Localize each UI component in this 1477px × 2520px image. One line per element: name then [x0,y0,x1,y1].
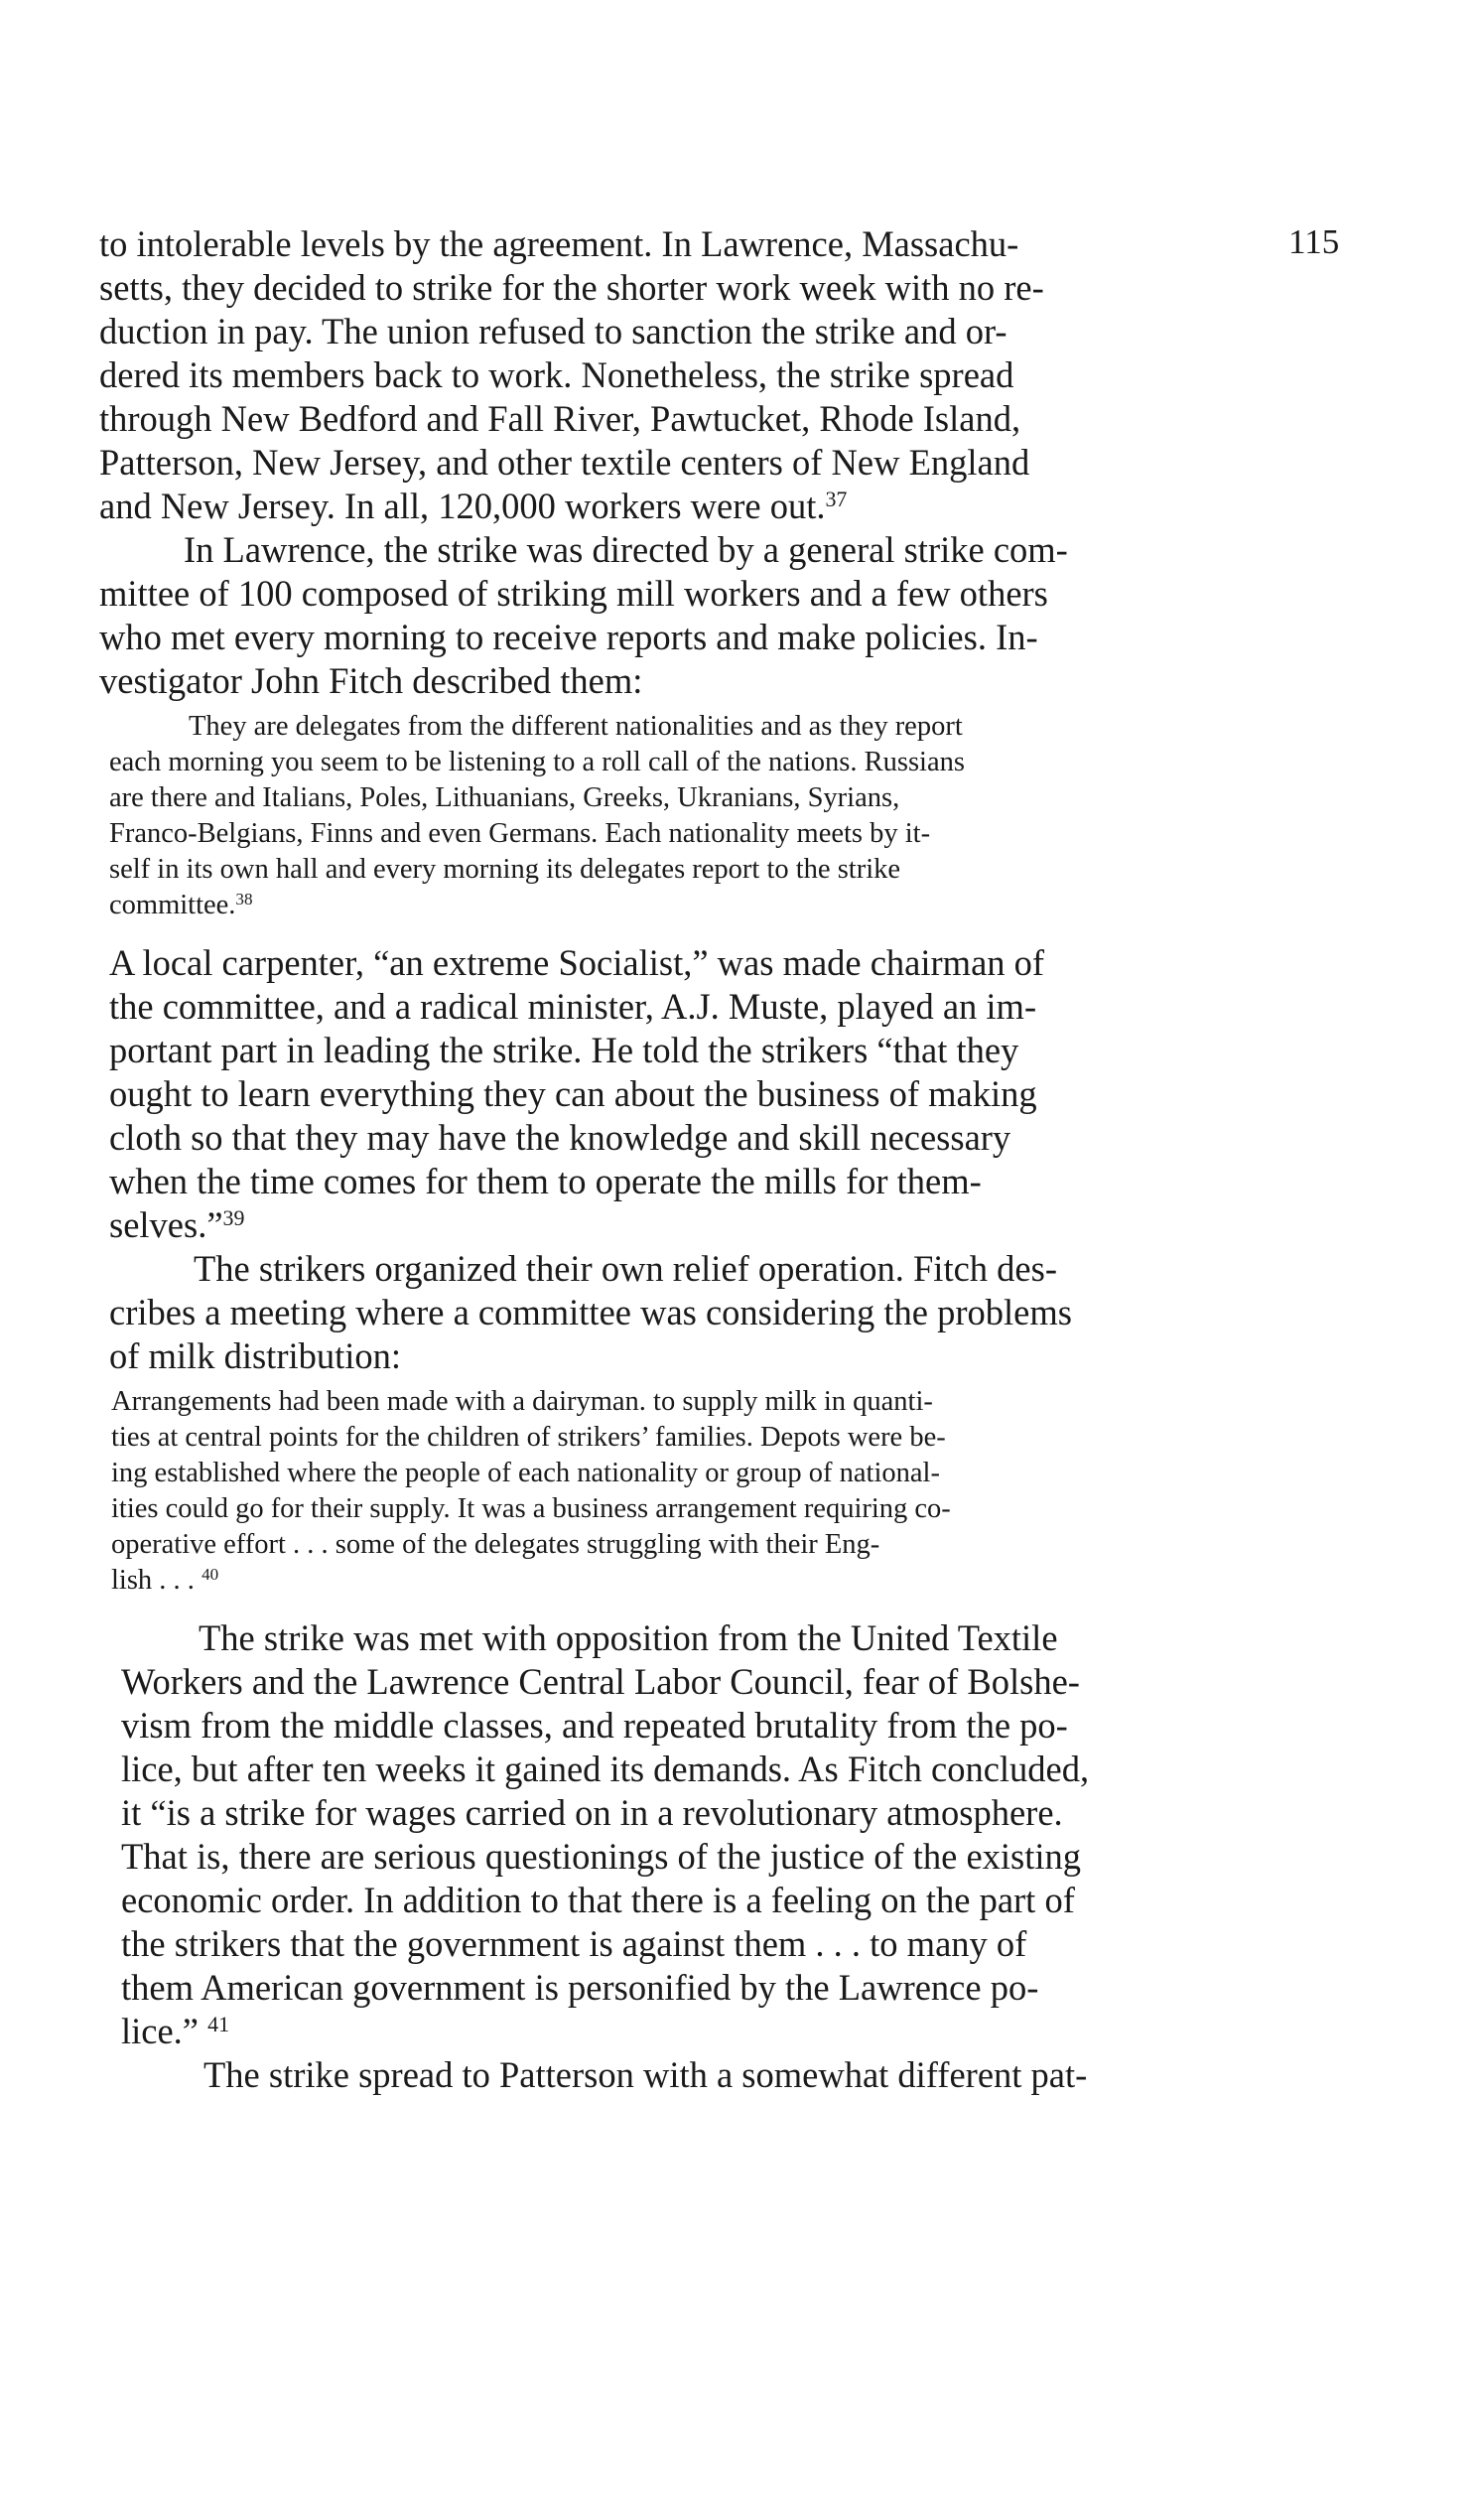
text-line: lice, but after ten weeks it gained its demands. As Fitch concluded, [121,1749,1090,1789]
text-line: cribes a meeting where a committee was considering the problems [109,1292,1072,1332]
quote-line: ties at central points for the children of strikers’ families. Depots were be- [111,1422,946,1453]
text-line: In Lawrence, the strike was directed by a general strike com- [184,529,1068,570]
text-line: The strike spread to Patterson with a somewhat different pat- [203,2054,1088,2095]
quote-line: Arrangements had been made with a dairyman. to supply milk in quanti- [111,1386,933,1417]
line-text: and New Jersey. In all, 120,000 workers were out. [99,486,826,526]
quote-line: operative effort . . . some of the delegates struggling with their Eng- [111,1529,880,1560]
text-line: duction in pay. The union refused to sanction the strike and or- [99,311,1007,351]
line-text: lice.” [121,2011,208,2051]
text-line: Workers and the Lawrence Central Labor Council, fear of Bolshe- [121,1661,1080,1702]
quote-line: ing established where the people of each nationality or group of national- [111,1458,940,1488]
text-line: dered its members back to work. Nonetheless, the strike spread [99,354,1014,395]
line-text: committee. [109,890,236,920]
text-line: Patterson, New Jersey, and other textile centers of New England [99,442,1030,483]
text-line: ought to learn everything they can about the business of making [109,1073,1037,1114]
quote-line [109,888,253,926]
text-line: them American government is personified by the Lawrence po- [121,1967,1039,2008]
quote-line: Franco-Belgians, Finns and even Germans. Each nationality meets by it- [109,818,931,849]
quote-line: each morning you seem to be listening to a roll call of the nations. Russians [109,747,965,777]
quote-line [111,1563,218,1602]
text-line: That is, there are serious questionings of the justice of the existing [121,1836,1082,1877]
text-line [99,485,847,533]
text-line: The strikers organized their own relief operation. Fitch des- [194,1248,1057,1289]
text-line: it “is a strike for wages carried on in a revolutionary atmosphere. [121,1792,1063,1833]
text-line: cloth so that they may have the knowledge and skill necessary [109,1117,1011,1158]
text-line: to intolerable levels by the agreement. In Lawrence, Massachu- [99,223,1019,264]
footnote-ref: 39 [222,1204,245,1230]
text-line: mittee of 100 composed of striking mill workers and a few others [99,573,1048,614]
footnote-ref: 41 [207,2011,230,2036]
text-line: through New Bedford and Fall River, Pawtucket, Rhode Island, [99,398,1021,439]
footnote-ref: 40 [201,1564,219,1584]
text-line: the committee, and a radical minister, A.J. Muste, played an im- [109,986,1037,1027]
text-line: vism from the middle classes, and repeated brutality from the po- [121,1705,1068,1746]
footnote-ref: 37 [825,486,848,511]
quote-line: ities could go for their supply. It was a business arrangement requiring co- [111,1493,951,1524]
text-line: who met every morning to receive reports and make policies. In- [99,617,1038,657]
text-line: A local carpenter, “an extreme Socialist,” was made chairman of [109,942,1045,983]
text-line: The strike was met with opposition from the United Textile [199,1617,1058,1658]
text-line: of milk distribution: [109,1335,402,1376]
text-line: portant part in leading the strike. He told the strikers “that they [109,1030,1019,1070]
line-text: selves.” [109,1204,223,1245]
text-line [109,1203,244,1252]
text-line: the strikers that the government is against them . . . to many of [121,1923,1027,1964]
page-number: 115 [1288,222,1340,261]
text-line: economic order. In addition to that there is a feeling on the part of [121,1880,1075,1920]
text-line: setts, they decided to strike for the shorter work week with no re- [99,267,1044,308]
quote-line: They are delegates from the different nationalities and as they report [189,711,963,742]
footnote-ref: 38 [235,889,253,909]
text-line [121,2010,229,2058]
line-text: lish . . . [111,1565,202,1596]
text-line: vestigator John Fitch described them: [99,660,643,701]
quote-line: self in its own hall and every morning its delegates report to the strike [109,854,901,885]
quote-line: are there and Italians, Poles, Lithuanians, Greeks, Ukranians, Syrians, [109,782,900,813]
text-line: when the time comes for them to operate the mills for them- [109,1161,982,1201]
